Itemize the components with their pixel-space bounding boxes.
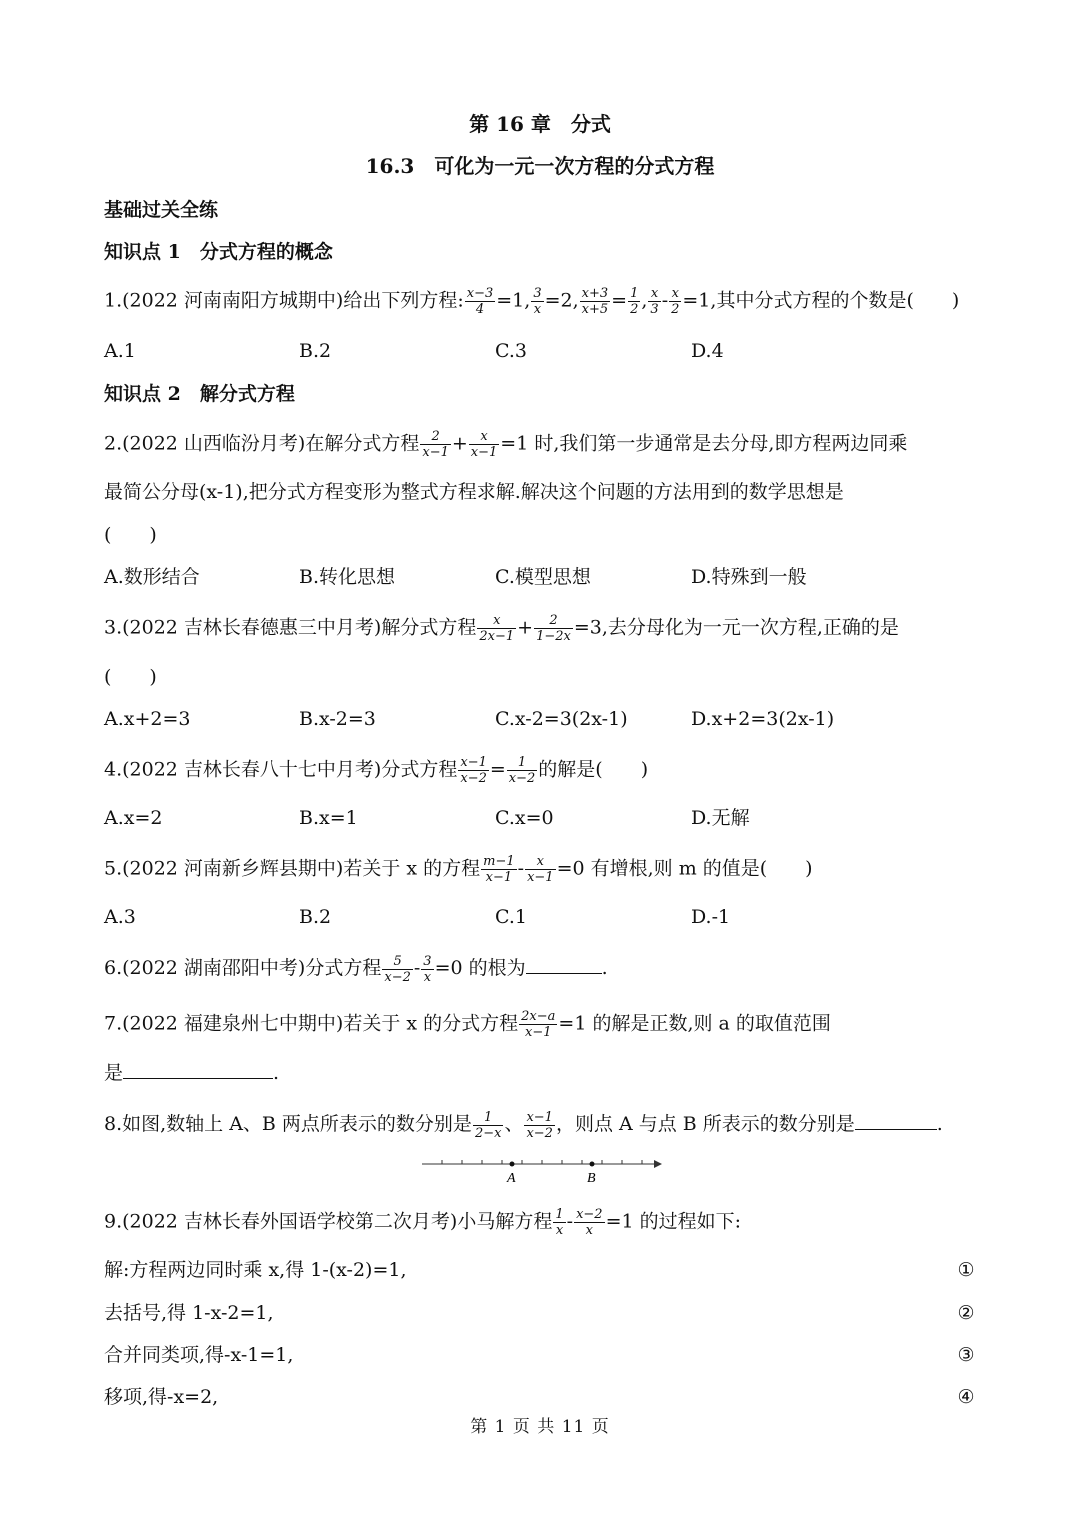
fraction: $\frac{x}{3}$ bbox=[650, 286, 659, 317]
question-7: 7.(2022 福建泉州七中期中)若关于 x 的分式方程 $\frac{2x-a}{x-1}$ =1 的解是正数,则 a 的取值范围 bbox=[104, 1009, 831, 1040]
fraction: $\frac{3}{x}$ bbox=[533, 286, 542, 317]
q2-option-b: B.转化思想 bbox=[299, 566, 396, 588]
question-1: 1.(2022 河南南阳方城期中)给出下列方程: $\frac{x-3}{4}$ =1, $\frac{3}{x}$ =2, $\frac{x+3}{x+5}$ = $\frac{1}{2}$ , $\frac{x}{3}$ - $\frac{x}{2}$ =1,其中分式方程的个数是( ) bbox=[104, 286, 960, 317]
q2-option-a: A.数形结合 bbox=[104, 566, 200, 588]
q3-option-c: C.x-2=3(2x-1) bbox=[495, 708, 628, 730]
fraction: $\frac{2}{1-2x}$ bbox=[536, 613, 571, 644]
fraction: $\frac{m-1}{x-1}$ bbox=[483, 854, 515, 885]
q5-option-a: A.3 bbox=[104, 906, 136, 928]
q5-option-b: B.2 bbox=[299, 906, 332, 928]
fraction: $\frac{1}{2}$ bbox=[630, 286, 639, 317]
question-9: 9.(2022 吉林长春外国语学校第二次月考)小马解方程 $\frac{1}{x}$ - $\frac{x-2}{x}$ =1 的过程如下: bbox=[104, 1207, 742, 1238]
q4-option-d: D.无解 bbox=[691, 807, 750, 829]
q1-option-b: B.2 bbox=[299, 340, 332, 362]
q3-option-b: B.x-2=3 bbox=[299, 708, 376, 730]
answer-blank[interactable] bbox=[526, 953, 602, 974]
point-b-label: B bbox=[587, 1171, 596, 1186]
part-title: 基础过关全练 bbox=[104, 199, 219, 221]
q1-option-d: D.4 bbox=[691, 340, 724, 362]
q3-option-d: D.x+2=3(2x-1) bbox=[691, 708, 835, 730]
question-4: 4.(2022 吉林长春八十七中月考)分式方程 $\frac{x-1}{x-2}$ = $\frac{1}{x-2}$ 的解是( ) bbox=[104, 755, 649, 786]
fraction: $\frac{x+3}{x+5}$ bbox=[581, 286, 609, 317]
question-2-line-2: 最简公分母(x-1),把分式方程变形为整式方程求解.解决这个问题的方法用到的数学思想是 bbox=[104, 481, 844, 503]
point-a bbox=[510, 1162, 515, 1167]
step-marker-1: ① bbox=[957, 1259, 975, 1281]
knowledge-point-1-title: 知识点 1 分式方程的概念 bbox=[104, 241, 333, 263]
fraction: $\frac{1}{2-x}$ bbox=[474, 1109, 502, 1141]
fraction: $\frac{2x-a}{x-1}$ bbox=[521, 1009, 556, 1040]
solution-step-2: 去括号,得 1-x-2=1, bbox=[104, 1302, 274, 1324]
arrow-icon bbox=[654, 1160, 662, 1168]
section-title: 16.3 可化为一元一次方程的分式方程 bbox=[365, 154, 715, 178]
fraction: $\frac{x-3}{4}$ bbox=[466, 286, 494, 317]
answer-blank[interactable] bbox=[855, 1109, 937, 1130]
step-marker-4: ④ bbox=[957, 1386, 975, 1408]
fraction: $\frac{x}{x-1}$ bbox=[527, 854, 554, 885]
q5-option-d: D.-1 bbox=[691, 906, 731, 928]
q4-option-b: B.x=1 bbox=[299, 807, 358, 829]
question-7-line-2: 是 . bbox=[104, 1058, 279, 1087]
q5-option-c: C.1 bbox=[495, 906, 527, 928]
point-a-label: A bbox=[507, 1171, 516, 1186]
number-line-figure bbox=[410, 1152, 670, 1188]
step-marker-2: ② bbox=[957, 1302, 975, 1324]
q4-option-c: C.x=0 bbox=[495, 807, 554, 829]
answer-blank[interactable] bbox=[123, 1058, 273, 1079]
knowledge-point-2-title: 知识点 2 解分式方程 bbox=[104, 383, 295, 405]
question-8: 8.如图,数轴上 A、B 两点所表示的数分别是 $\frac{1}{2-x}$ 、 $\frac{x-1}{x-2}$ ，则点 A 与点 B 所表示的数分别是 . bbox=[104, 1109, 943, 1141]
fraction: $\frac{x}{2x-1}$ bbox=[479, 613, 515, 644]
fraction: $\frac{1}{x}$ bbox=[555, 1207, 564, 1238]
fraction: $\frac{x-1}{x-2}$ bbox=[460, 755, 487, 786]
question-3-line-2: ( ) bbox=[104, 666, 157, 688]
solution-step-4: 移项,得-x=2, bbox=[104, 1386, 219, 1408]
fraction: $\frac{3}{x}$ bbox=[423, 953, 432, 985]
step-marker-3: ③ bbox=[957, 1344, 975, 1366]
fraction: $\frac{2}{x-1}$ bbox=[422, 429, 449, 460]
q1-option-c: C.3 bbox=[495, 340, 527, 362]
q3-option-a: A.x+2=3 bbox=[104, 708, 191, 730]
q2-option-d: D.特殊到一般 bbox=[691, 566, 807, 588]
q2-option-c: C.模型思想 bbox=[495, 566, 591, 588]
solution-step-3: 合并同类项,得-x-1=1, bbox=[104, 1344, 294, 1366]
fraction: $\frac{x}{x-1}$ bbox=[470, 429, 498, 460]
q4-option-a: A.x=2 bbox=[104, 807, 163, 829]
fraction: $\frac{x-2}{x}$ bbox=[576, 1207, 603, 1238]
question-2: 2.(2022 山西临汾月考)在解分式方程 $\frac{2}{x-1}$ + $\frac{x}{x-1}$ =1 时,我们第一步通常是去分母,即方程两边同乘 bbox=[104, 429, 908, 460]
question-6: 6.(2022 湖南邵阳中考)分式方程 $\frac{5}{x-2}$ - $\frac{3}{x}$ =0 的根为 . bbox=[104, 953, 608, 985]
fraction: $\frac{5}{x-2}$ bbox=[384, 953, 411, 985]
q1-option-a: A.1 bbox=[104, 340, 136, 362]
question-5: 5.(2022 河南新乡辉县期中)若关于 x 的方程 $\frac{m-1}{x-1}$ - $\frac{x}{x-1}$ =0 有增根,则 m 的值是( ) bbox=[104, 854, 813, 885]
chapter-title: 第 16 章 分式 bbox=[469, 112, 611, 136]
fraction: $\frac{1}{x-2}$ bbox=[508, 755, 536, 786]
question-2-line-3: ( ) bbox=[104, 524, 157, 546]
page-footer: 第 1 页 共 11 页 bbox=[470, 1417, 610, 1437]
fraction: $\frac{x-1}{x-2}$ bbox=[526, 1109, 553, 1141]
solution-step-1: 解:方程两边同时乘 x,得 1-(x-2)=1, bbox=[104, 1259, 407, 1281]
point-b bbox=[590, 1162, 595, 1167]
fraction: $\frac{x}{2}$ bbox=[671, 286, 680, 317]
question-3: 3.(2022 吉林长春德惠三中月考)解分式方程 $\frac{x}{2x-1}$ + $\frac{2}{1-2x}$ =3,去分母化为一元一次方程,正确的是 bbox=[104, 613, 899, 644]
